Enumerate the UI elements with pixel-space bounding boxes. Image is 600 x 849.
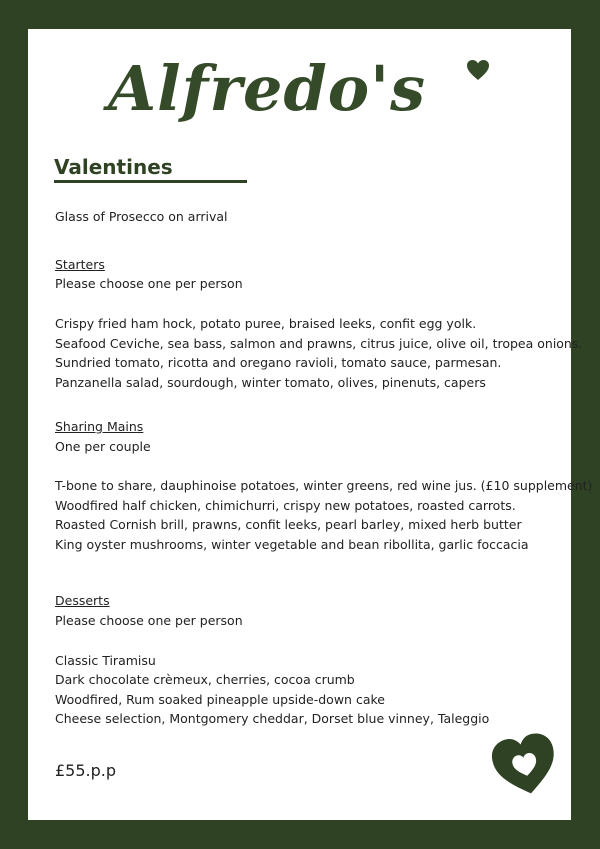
- heart-icon: [466, 59, 490, 81]
- menu-item-starter: Seafood Ceviche, sea bass, salmon and prawns, citrus juice, olive oil, tropea onions.: [55, 336, 583, 351]
- menu-item-dessert: Cheese selection, Montgomery cheddar, Dorset blue vinney, Taleggio: [55, 711, 490, 726]
- menu-item-main: T-bone to share, dauphinoise potatoes, winter greens, red wine jus. (£10 supplement): [55, 478, 593, 493]
- desserts-note: Please choose one per person: [55, 613, 243, 628]
- menu-item-dessert: Classic Tiramisu: [55, 653, 156, 668]
- title-underline: [54, 180, 247, 183]
- menu-item-main: Woodfired half chicken, chimichurri, crispy new potatoes, roasted carrots.: [55, 498, 516, 513]
- mains-note: One per couple: [55, 439, 151, 454]
- price-per-person: £55.p.p: [55, 761, 117, 780]
- menu-item-starter: Crispy fried ham hock, potato puree, braised leeks, confit egg yolk.: [55, 316, 477, 331]
- menu-item-main: Roasted Cornish brill, prawns, confit leeks, pearl barley, mixed herb butter: [55, 517, 522, 532]
- starters-note: Please choose one per person: [55, 276, 243, 291]
- menu-page: [28, 29, 593, 820]
- menu-item-main: King oyster mushrooms, winter vegetable and bean ribollita, garlic foccacia: [55, 537, 529, 552]
- welcome-text: Glass of Prosecco on arrival: [55, 209, 228, 224]
- starters-heading: Starters: [55, 257, 105, 272]
- menu-title: Valentines: [54, 155, 173, 179]
- mains-heading: Sharing Mains: [55, 419, 144, 434]
- menu-item-dessert: Dark chocolate crèmeux, cherries, cocoa crumb: [55, 672, 355, 687]
- double-heart-icon: [490, 732, 560, 798]
- menu-item-dessert: Woodfired, Rum soaked pineapple upside-down cake: [55, 692, 385, 707]
- menu-item-starter: Sundried tomato, ricotta and oregano ravioli, tomato sauce, parmesan.: [55, 355, 502, 370]
- desserts-heading: Desserts: [55, 593, 110, 608]
- brand-logo: [108, 49, 488, 129]
- menu-item-starter: Panzanella salad, sourdough, winter tomato, olives, pinenuts, capers: [55, 375, 486, 390]
- logo-wordmark: Alfredo's: [108, 52, 427, 125]
